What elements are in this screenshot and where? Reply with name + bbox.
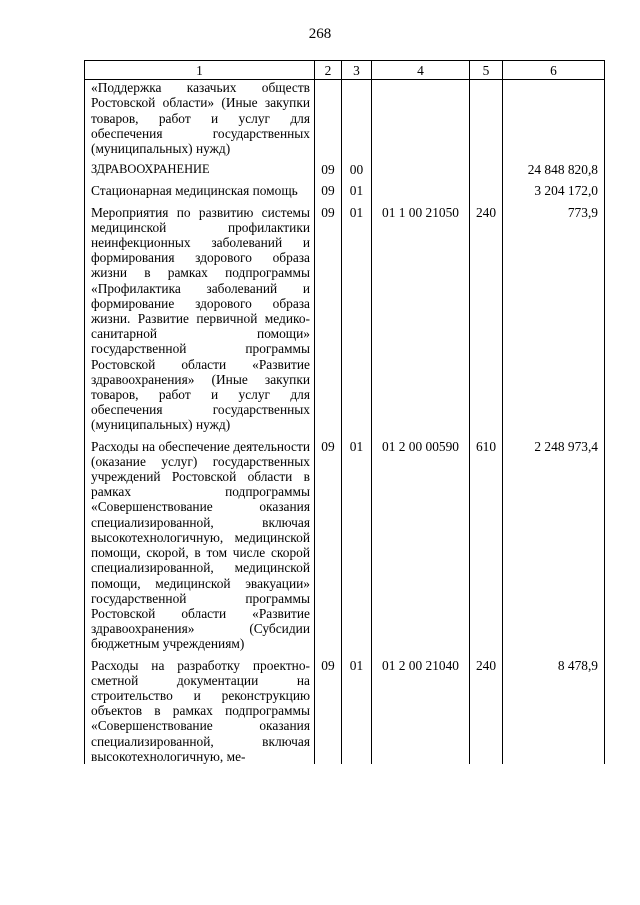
header-col-3: 3: [342, 61, 372, 80]
table-row: [85, 433, 605, 652]
row-name: Мероприятия по развитию системы медицинской профилактики неинфекционных заболеваний и формирования здорового образа жизни в рамках подпрограммы «Профилактика заболеваний и формирование здорового образа жизни. Развитие первичной медико-санитарной помощи» государственной программы Ростовской области «Развитие здравоохранения» (Иные закупки товаров, работ и услуг для обеспечения государственных (муниципальных) нужд): [85, 199, 315, 433]
row-subsection: 01: [342, 177, 372, 198]
row-section: 09: [315, 177, 342, 198]
row-target-code: 01 2 00 00590: [372, 433, 470, 652]
header-col-1: 1: [85, 61, 315, 80]
header-col-2: 2: [315, 61, 342, 80]
page-number: 268: [308, 26, 332, 42]
header-col-4: 4: [372, 61, 470, 80]
table-header-row: [85, 61, 605, 80]
row-amount: [503, 80, 605, 157]
row-amount: 8 478,9: [503, 652, 605, 764]
table-row: [85, 177, 605, 198]
row-expense-type: 240: [470, 652, 503, 764]
table-row: [85, 199, 605, 433]
header-col-5: 5: [470, 61, 503, 80]
budget-table: [84, 60, 604, 764]
row-target-code: [372, 156, 470, 177]
row-subsection: 01: [342, 433, 372, 652]
budget-table-grid: [84, 60, 605, 764]
row-name: ЗДРАВООХРАНЕНИЕ: [85, 156, 315, 177]
row-name: Расходы на обеспечение деятельности (оказание услуг) государственных учреждений Ростовской области в рамках подпрограммы «Совершенствование оказания специализированной, включая высокотехнологичную, медицинской помощи, скорой, в том числе скорой специализированной, медицинской помощи, медицинской эвакуации» государственной программы Ростовской области «Развитие здравоохранения» (Субсидии бюджетным учреждениям): [85, 433, 315, 652]
row-amount: 773,9: [503, 199, 605, 433]
row-subsection: 01: [342, 652, 372, 764]
row-subsection: 01: [342, 199, 372, 433]
row-expense-type: [470, 80, 503, 157]
row-target-code: [372, 177, 470, 198]
row-name: Расходы на разработку проектно-сметной документации на строительство и реконструкцию объектов в рамках подпрограммы «Совершенствование оказания специализированной, включая высокотехнологичную, ме-: [85, 652, 315, 764]
row-expense-type: 240: [470, 199, 503, 433]
table-row: [85, 80, 605, 157]
row-subsection: [342, 80, 372, 157]
row-expense-type: [470, 156, 503, 177]
row-expense-type: 610: [470, 433, 503, 652]
row-amount: 24 848 820,8: [503, 156, 605, 177]
header-col-6: 6: [503, 61, 605, 80]
row-name: «Поддержка казачьих обществ Ростовской области» (Иные закупки товаров, работ и услуг для обеспечения государственных (муниципальных) нужд): [85, 80, 315, 157]
row-name: Стационарная медицинская помощь: [85, 177, 315, 198]
row-expense-type: [470, 177, 503, 198]
row-target-code: 01 2 00 21040: [372, 652, 470, 764]
row-section: 09: [315, 433, 342, 652]
table-row: [85, 156, 605, 177]
row-section: [315, 80, 342, 157]
row-subsection: 00: [342, 156, 372, 177]
row-section: 09: [315, 652, 342, 764]
row-target-code: [372, 80, 470, 157]
row-target-code: 01 1 00 21050: [372, 199, 470, 433]
row-amount: 2 248 973,4: [503, 433, 605, 652]
row-section: 09: [315, 199, 342, 433]
table-row: [85, 652, 605, 764]
row-amount: 3 204 172,0: [503, 177, 605, 198]
row-section: 09: [315, 156, 342, 177]
